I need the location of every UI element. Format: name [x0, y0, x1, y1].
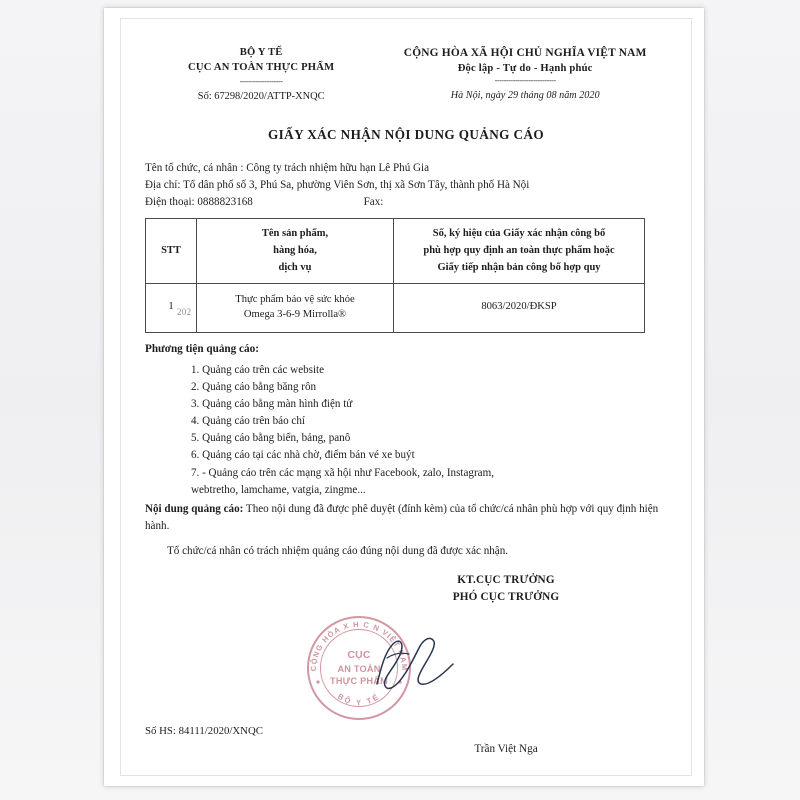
national-title: CỘNG HÒA XÃ HỘI CHỦ NGHĨA VIỆT NAM	[403, 47, 647, 59]
list-item: 4. Quảng cáo trên báo chí	[191, 415, 305, 428]
identity-block	[121, 161, 691, 211]
document-number: Số: 67298/2020/ATTP-XNQC	[197, 91, 325, 103]
seal-arc-bottom-path: BỘ Y TẾ	[336, 691, 382, 707]
list-item: 1. Quảng cáo trên các website	[191, 363, 325, 376]
column-header-certificate	[394, 218, 645, 283]
signer-name: Trần Việt Nga	[474, 742, 538, 755]
cell-product-line1: Thực phẩm bảo vệ sức khỏe	[235, 293, 355, 305]
phone-fax-row	[145, 195, 681, 211]
handwritten-signature	[371, 624, 457, 698]
header-left-rule: -------------------	[239, 77, 283, 87]
margin-scan-artifact: 202	[177, 307, 192, 317]
table-header-row	[146, 218, 645, 283]
column-header-product-line1: Tên sản phẩm,	[261, 227, 329, 239]
department-name: CỤC AN TOÀN THỰC PHẨM	[188, 62, 335, 74]
document-header	[121, 45, 691, 105]
document-body	[121, 19, 691, 775]
seal-center-line2: AN TOÀN	[337, 663, 381, 674]
advertising-media-section	[121, 342, 691, 559]
list-item: 6. Quảng cáo tại các nhà chờ, điểm bán vé xe buýt	[191, 449, 415, 462]
column-header-certificate-line2: phù hợp quy định an toàn thực phẩm hoặc	[423, 245, 615, 257]
responsibility-paragraph: Tổ chức/cá nhân có trách nhiệm quảng cáo đúng nội dung đã được xác nhận.	[167, 544, 509, 557]
list-item: 7. - Quảng cáo trên các mạng xã hội như Facebook, zalo, Instagram,	[191, 466, 494, 479]
list-item: 5. Quảng cáo bằng biển, bảng, panô	[191, 432, 351, 445]
cell-stt: 1	[146, 283, 197, 332]
column-header-product-line3: dịch vụ	[278, 262, 312, 274]
seal-and-signature-area	[121, 610, 691, 742]
column-header-certificate-line1: Số, ký hiệu của Giấy xác nhận công bố	[432, 227, 606, 239]
seal-arc-top-path: CỘNG HÒA X H C N VIỆT NAM	[308, 619, 410, 672]
ministry-name: BỘ Y TẾ	[239, 47, 283, 58]
advertising-content-paragraph	[145, 501, 679, 534]
phone-value: Điện thoại: 0888823168	[145, 196, 253, 209]
list-item: webtretho, lamchame, vatgia, zingme...	[191, 483, 366, 496]
registration-table	[145, 218, 645, 333]
place-and-date: Hà Nội, ngày 29 tháng 08 năm 2020	[450, 90, 600, 102]
content-text: Theo nội dung đã được phê duyệt (đính kèm) của tổ chức/cá nhân phù hợp với quy định hiện hành.	[145, 503, 659, 532]
footer-file-number: Số HS: 84111/2020/XNQC	[145, 724, 263, 737]
organization-name-row: Tên tổ chức, cá nhân : Công ty trách nhiệm hữu hạn Lê Phú Gia	[145, 161, 430, 174]
signature-title-line2: PHÓ CỤC TRƯỞNG	[452, 591, 560, 604]
media-label: Phương tiện quảng cáo:	[145, 342, 259, 355]
header-ministry-block	[145, 45, 377, 105]
document-page	[120, 18, 692, 776]
column-header-product-line2: hàng hóa,	[273, 245, 317, 257]
column-header-product	[197, 218, 394, 283]
cell-product-line2: Omega 3-6-9 Mirrolla®	[243, 308, 347, 320]
cell-certificate-number: 8063/2020/ĐKSP	[394, 283, 645, 332]
signature-title-line1: KT.CỤC TRƯỞNG	[457, 574, 555, 587]
column-header-certificate-line3: Giấy tiếp nhận bản công bố hợp quy	[437, 262, 601, 274]
table-row	[146, 283, 645, 332]
media-list	[145, 362, 679, 499]
address-row: Địa chỉ: Tổ dân phố số 3, Phú Sa, phường Viên Sơn, thị xã Sơn Tây, thành phố Hà Nội	[145, 178, 530, 191]
fax-label: Fax:	[363, 196, 384, 209]
list-item: 2. Quảng cáo bằng băng rôn	[191, 380, 317, 393]
national-motto: Độc lập - Tự do - Hạnh phúc	[457, 63, 593, 75]
seal-center-line3: THỰC PHẨM	[330, 675, 388, 686]
content-label: Nội dung quảng cáo:	[145, 503, 244, 516]
seal-center-line1: CỤC	[347, 649, 371, 662]
list-item: 3. Quảng cáo bằng màn hình điện tử	[191, 398, 353, 410]
header-right-rule: ---------------------------	[494, 76, 556, 86]
header-national-block	[377, 45, 673, 105]
column-header-stt: STT	[146, 218, 197, 283]
signature-block	[121, 572, 691, 606]
cell-product	[197, 283, 394, 332]
page-title: GIẤY XÁC NHẬN NỘI DUNG QUẢNG CÁO	[267, 126, 545, 142]
